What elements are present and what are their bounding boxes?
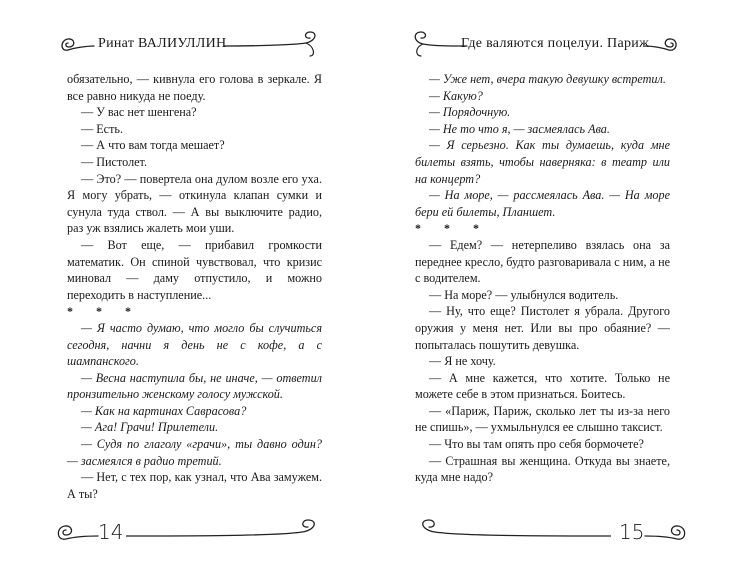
swirl-ornament-icon [58, 28, 96, 62]
paragraph: — Нет, с тех пор, как узнал, что Ава замужем. А ты? [67, 470, 322, 501]
paragraph: — На море? — улыбнулся водитель. [429, 287, 619, 302]
paragraph: — Вот еще, — прибавил громкости математик. Он спиной чувствовал, что кризис миновал — даму отпустило, и можно переходить в наступление... [67, 237, 322, 302]
section-break-asterisks: * * * [415, 221, 489, 236]
swirl-ornament-icon [409, 28, 469, 62]
paragraph: — Ну, что еще? Пистолет я убрала. Другого оружия у меня нет. Или вы про обаяние? — попыталась пошутить девушка. [415, 304, 670, 352]
left-body-text [67, 71, 322, 502]
paragraph: — Весна наступила бы, не иначе, — ответил пронзительно женскому голосу мужской. [67, 370, 322, 402]
left-header-text: Ринат ВАЛИУЛЛИН [98, 36, 227, 51]
right-body-text [415, 71, 670, 486]
paragraph: — Едем? — нетерпеливо взялась она за переднее кресло, будто разговаривала с ним, а не с водителем. [415, 237, 670, 286]
swirl-ornament-icon [52, 512, 100, 552]
paragraph: — «Париж, Париж, сколько лет ты из-за него не спишь», — ухмыльнулся ее слышно таксист. [415, 403, 670, 435]
paragraph: — Есть. [81, 121, 124, 136]
swirl-ornament-icon [645, 28, 681, 62]
swirl-ornament-icon [126, 512, 326, 552]
paragraph: — А что вам тогда мешает? [81, 138, 225, 153]
right-footer [411, 512, 687, 552]
paragraph: — Уже нет, вчера такую девушку встретил. [429, 72, 666, 86]
paragraph: — Я часто думаю, что могло бы случиться сегодня, начни я день не с кофе, а с шампанского. [67, 320, 322, 369]
left-footer [52, 512, 322, 552]
right-page [367, 0, 734, 584]
paragraph: — Пистолет. [81, 154, 148, 169]
paragraph: — Что вы там опять про себя бормочете? [429, 437, 644, 452]
paragraph: — У вас нет шенгена? [81, 105, 197, 120]
paragraph: — Судя по глаголу «грачи», ты давно один? — засмеялся в радио третий. [67, 437, 322, 468]
paragraph: — Какую? [429, 88, 483, 103]
left-page-number: 14 [98, 520, 124, 544]
paragraph: — Ага! Грачи! Прилетели. [81, 420, 219, 435]
left-running-header [58, 28, 320, 62]
paragraph: обязательно, — кивнула его голова в зеркале. Я все равно никуда не поеду. [67, 72, 322, 103]
right-running-header [409, 28, 679, 62]
paragraph: — Это? — повертела она дулом возле его уха. Я могу убрать, — откинула клапан сумки и сунула туда ствол. — А вы выключите радио, раз уж взялись жалеть мои уши. [67, 171, 322, 236]
paragraph: — А мне кажется, что хотите. Только не можете себе в этом признаться. Боитесь. [415, 370, 670, 402]
right-page-number: 15 [619, 520, 645, 544]
paragraph: — Страшная вы женщина. Откуда вы знаете, куда мне надо? [415, 453, 670, 485]
section-break-asterisks: * * * [67, 304, 141, 319]
swirl-ornament-icon [224, 28, 324, 62]
paragraph: — Не то что я, — засмеялась Ава. [429, 121, 610, 136]
swirl-ornament-icon [411, 512, 611, 552]
swirl-ornament-icon [643, 512, 691, 552]
paragraph: — На море, — рассмеялась Ава. — На море бери ей билеты, Планшет. [415, 188, 670, 219]
paragraph: — Порядочную. [429, 105, 511, 120]
right-header-text: Где валяются поцелуи. Париж [461, 36, 650, 51]
paragraph: — Как на картинах Саврасова? [81, 403, 247, 418]
paragraph: — Я серьезно. Как ты думаешь, куда мне билеты взять, чтобы наверняка: в театр или на концерт? [415, 138, 670, 186]
paragraph: — Я не хочу. [429, 354, 496, 369]
